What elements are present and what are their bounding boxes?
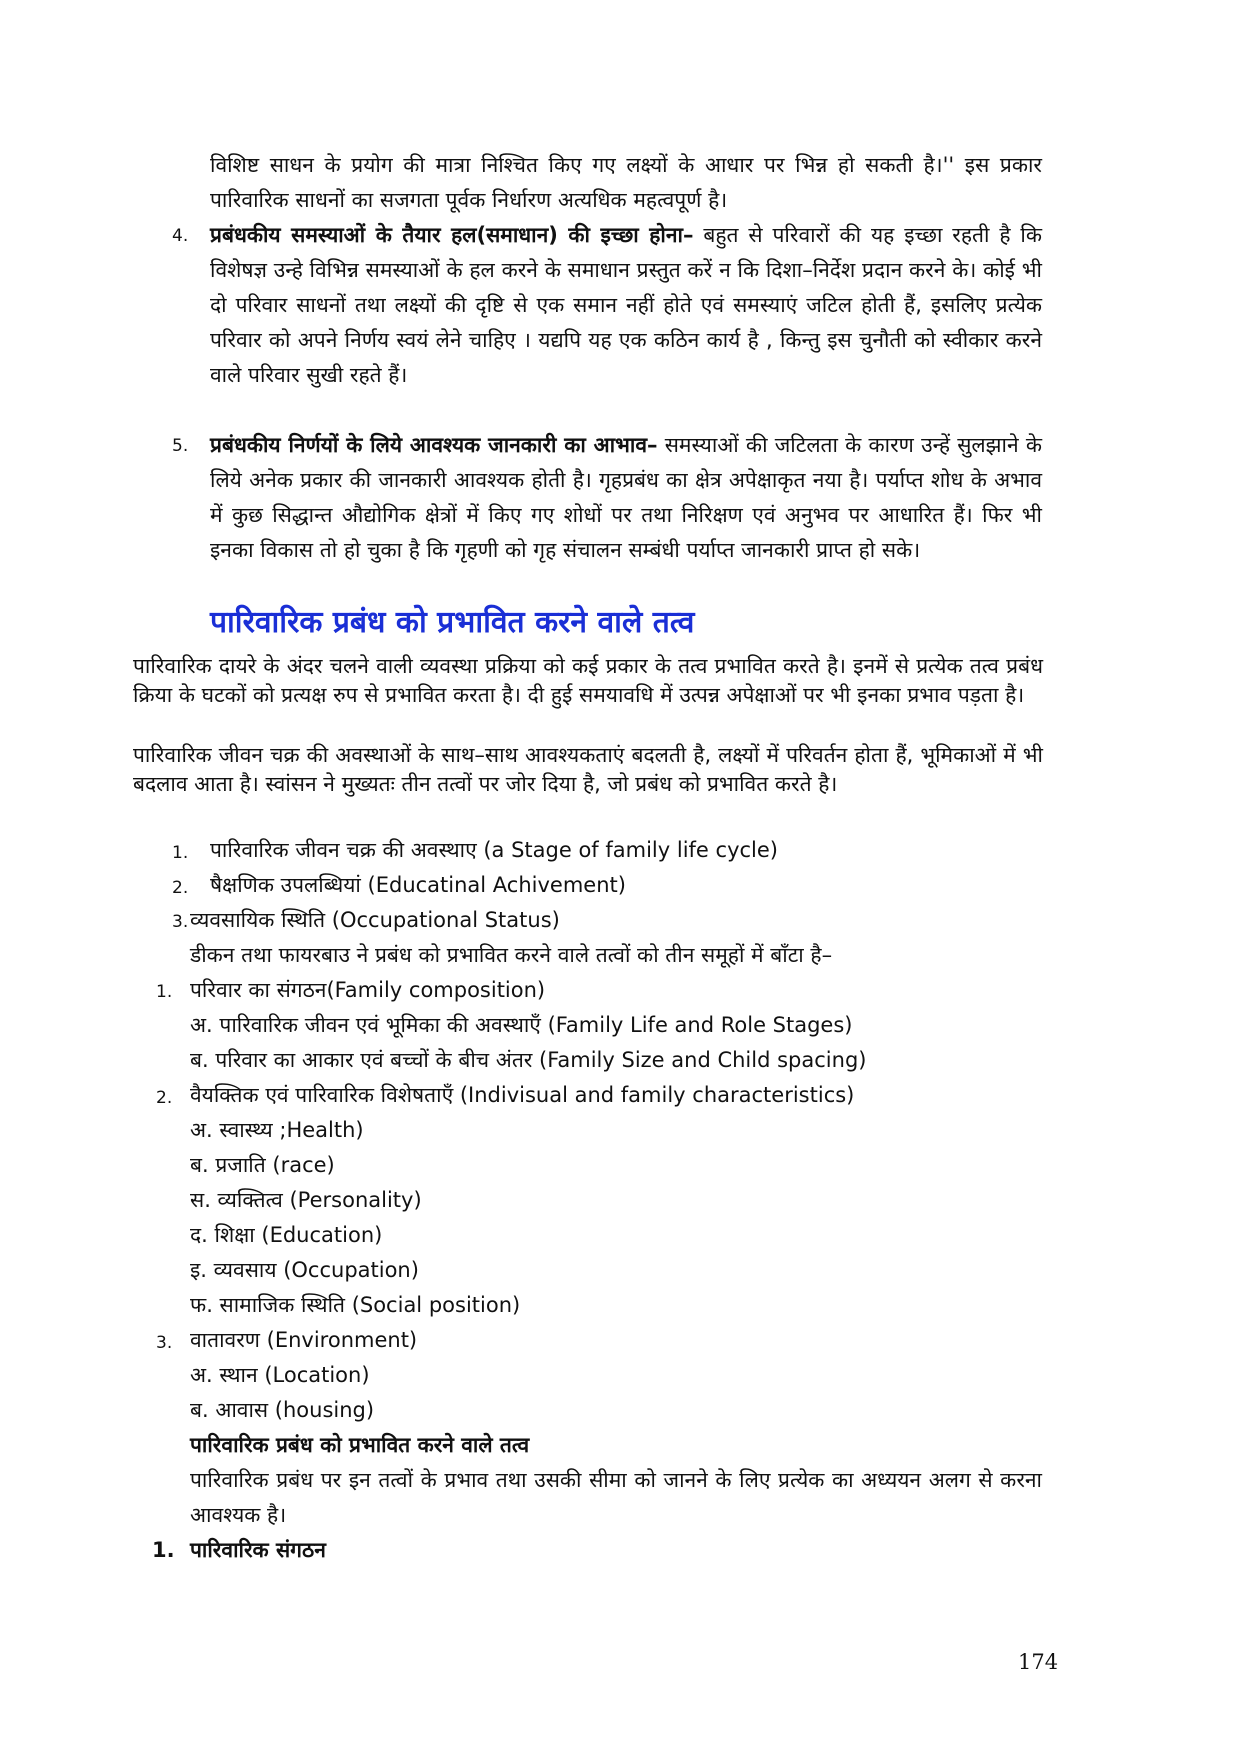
group-2-sub-d: द. शिक्षा (Education) bbox=[190, 1223, 383, 1247]
point-5-text: समस्याओं की जटिलता के कारण उन्हें सुलझाने के लिये अनेक प्रकार की जानकारी आवश्यक होती है। गृहप्रबंध का क्षेत्र अपेक्षाकृत नया है। पर्याप्त शोध के अभाव में कुछ सिद्धान्त औद्योगिक क्षेत्रों में किए गए शोधों पर तथा निरिक्षण एवं अनुभव पर आधारित हैं। फिर भी इनका विकास तो हो चुका है कि गृहणी को गृह संचालन सम्बंधी पर्याप्त जानकारी प्राप्त हो सके। bbox=[210, 433, 1042, 562]
intro-paragraph-2: पारिवारिक जीवन चक्र की अवस्थाओं के साथ–साथ आवश्यकताएं बदलती है, लक्ष्यों में परिवर्तन होता हैं, भूमिकाओं में भी बदलाव आता है। स्वांसन ने मुख्यतः तीन तत्वों पर जोर दिया है, जो प्रबंध को प्रभावित करते है। bbox=[133, 743, 1043, 796]
continuation-paragraph: विशिष्ट साधन के प्रयोग की मात्रा निश्चित किए गए लक्ष्यों के आधार पर भिन्न हो सकती है।'' इस प्रकार पारिवारिक साधनों का सजगता पूर्वक निर्धारण अत्यधिक महत्वपूर्ण है। bbox=[210, 153, 1042, 212]
group-3-title: वातावरण (Environment) bbox=[190, 1328, 418, 1352]
group-1-sub-a: अ. पारिवारिक जीवन एवं भूमिका की अवस्थाएँ (Family Life and Role Stages) bbox=[190, 1013, 853, 1037]
intro-paragraph-1: पारिवारिक दायरे के अंदर चलने वाली व्यवस्था प्रक्रिया को कई प्रकार के तत्व प्रभावित करते है। इनमें से प्रत्येक तत्व प्रबंध क्रिया के घटकों को प्रत्यक्ष रुप से प्रभावित करता है। दी हुई समयावधि में उत्पन्न अपेक्षाओं पर भी इनका प्रभाव पड़ता है। bbox=[133, 654, 1043, 707]
group-2-number: 2. bbox=[156, 1088, 173, 1108]
group-2-sub-c: स. व्यक्तित्व (Personality) bbox=[190, 1188, 422, 1212]
group-3-number: 3. bbox=[156, 1333, 173, 1353]
final-heading-number: 1. bbox=[152, 1538, 175, 1562]
deacon-statement: डीकन तथा फायरबाउ ने प्रबंध को प्रभावित करने वाले तत्वों को तीन समूहों में बाँटा है– bbox=[190, 943, 833, 967]
point-5-paragraph bbox=[210, 428, 1042, 568]
swanson-item-2: षैक्षणिक उपलब्धियां (Educatinal Achivement) bbox=[210, 873, 626, 897]
page-number: 174 bbox=[1018, 1650, 1059, 1674]
swanson-item-1: पारिवारिक जीवन चक्र की अवस्थाए (a Stage of family life cycle) bbox=[210, 838, 778, 862]
point-4-title: प्रबंधकीय समस्याओं के तैयार हल(समाधान) की इच्छा होना– bbox=[210, 223, 694, 247]
group-1-number: 1. bbox=[156, 982, 173, 1002]
group-2-title: वैयक्तिक एवं पारिवारिक विशेषताएँ (Indivisual and family characteristics) bbox=[190, 1083, 855, 1107]
closing-paragraph: पारिवारिक प्रबंध पर इन तत्वों के प्रभाव तथा उसकी सीमा को जानने के लिए प्रत्येक का अध्ययन अलग से करना आवश्यक है। bbox=[190, 1468, 1042, 1527]
point-4-paragraph bbox=[210, 218, 1042, 393]
swanson-item-2-number: 2. bbox=[172, 878, 189, 898]
group-3-sub-b: ब. आवास (housing) bbox=[190, 1398, 375, 1422]
section-heading: पारिवारिक प्रबंध को प्रभावित करने वाले तत्व bbox=[210, 605, 695, 640]
point-5-number: 5. bbox=[172, 436, 189, 456]
final-heading: पारिवारिक संगठन bbox=[190, 1538, 326, 1562]
swanson-item-3: व्यवसायिक स्थिति (Occupational Status) bbox=[190, 908, 560, 932]
group-3-sub-a: अ. स्थान (Location) bbox=[190, 1363, 370, 1387]
sub-heading: पारिवारिक प्रबंध को प्रभावित करने वाले तत्व bbox=[190, 1433, 530, 1457]
group-2-sub-f: फ. सामाजिक स्थिति (Social position) bbox=[190, 1293, 521, 1317]
point-4-number: 4. bbox=[172, 226, 189, 246]
group-2-sub-b: ब. प्रजाति (race) bbox=[190, 1153, 335, 1177]
swanson-item-1-number: 1. bbox=[172, 843, 189, 863]
group-1-sub-b: ब. परिवार का आकार एवं बच्चों के बीच अंतर (Family Size and Child spacing) bbox=[190, 1048, 867, 1072]
swanson-item-3-number: 3. bbox=[172, 912, 189, 932]
group-2-sub-e: इ. व्यवसाय (Occupation) bbox=[190, 1258, 419, 1282]
group-2-sub-a: अ. स्वास्थ्य ;Health) bbox=[190, 1118, 364, 1142]
point-4-text: बहुत से परिवारों की यह इच्छा रहती है कि विशेषज्ञ उन्हे विभिन्न समस्याओं के हल करने के समाधान प्रस्तुत करें न कि दिशा–निर्देश प्रदान करने के। कोई भी दो परिवार साधनों तथा लक्ष्यों की दृष्टि से एक समान नहीं होते एवं समस्याएं जटिल होती हैं, इसलिए प्रत्येक परिवार को अपने निर्णय स्वयं लेने चाहिए । यद्यपि यह एक कठिन कार्य है , किन्तु इस चुनौती को स्वीकार करने वाले परिवार सुखी रहते हैं। bbox=[210, 223, 1042, 387]
point-5-title: प्रबंधकीय निर्णयों के लिये आवश्यक जानकारी का आभाव– bbox=[210, 433, 658, 457]
group-1-title: परिवार का संगठन(Family composition) bbox=[190, 978, 546, 1002]
